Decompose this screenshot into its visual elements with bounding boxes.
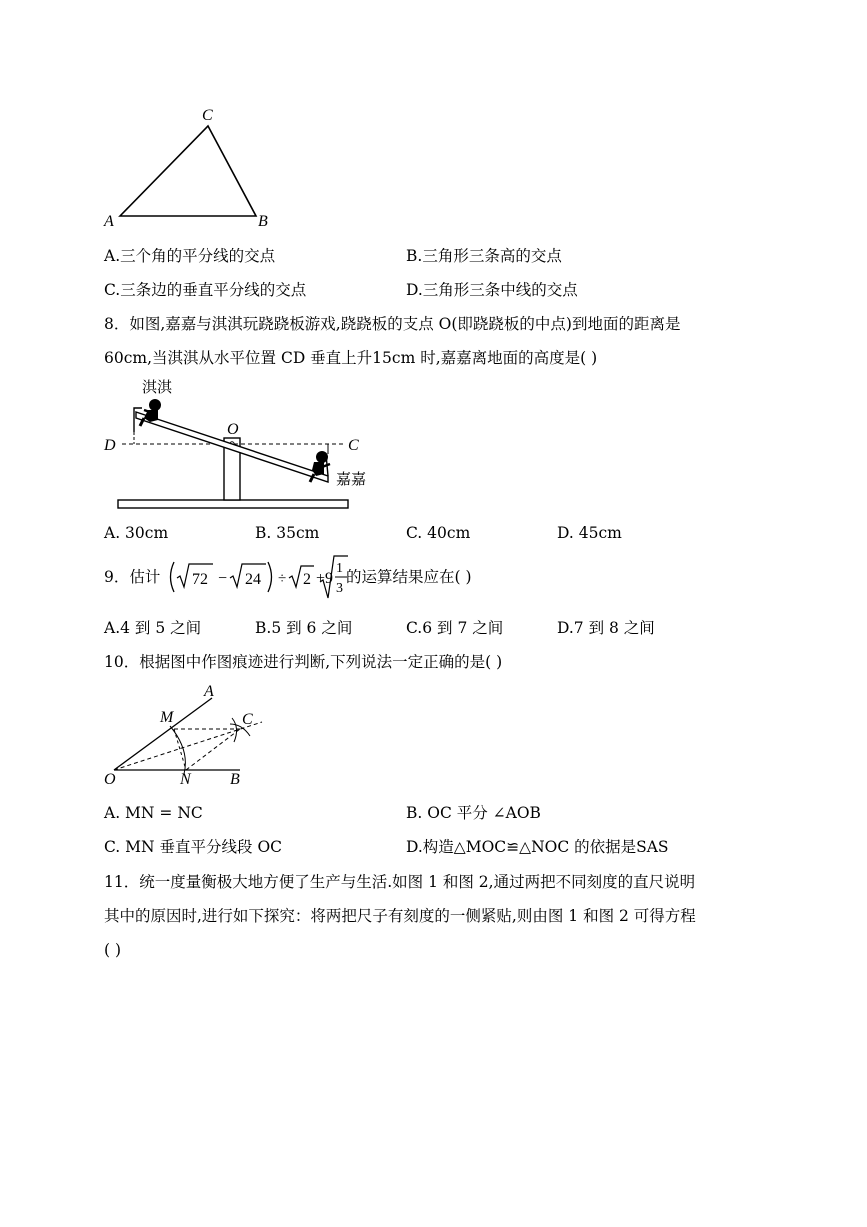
q9-option-d: D.7 到 8 之间: [557, 619, 655, 637]
svg-text:72: 72: [192, 571, 208, 588]
angle-bisector-figure: [100, 680, 280, 790]
label-o: O: [227, 421, 239, 438]
q9-suffix: 的运算结果应在( ): [346, 568, 472, 586]
label-jiajia: 嘉嘉: [336, 470, 367, 488]
label-c: C: [242, 711, 253, 728]
q11-stem-line3: ( ): [104, 941, 122, 959]
q9-option-b: B.5 到 6 之间: [255, 619, 353, 637]
q8-stem-line1: 8．如图,嘉嘉与淇淇玩跷跷板游戏,跷跷板的支点 O(即跷跷板的中点)到地面的距离是: [104, 315, 681, 333]
q8-stem-line2: 60cm,当淇淇从水平位置 CD 垂直上升15cm 时,嘉嘉离地面的高度是( ): [104, 349, 598, 367]
construction-arc: [170, 726, 185, 774]
q11-stem-line2: 其中的原因时,进行如下探究：将两把尺子有刻度的一侧紧贴,则由图 1 和图 2 可得方程: [104, 907, 696, 925]
seesaw-figure: [100, 372, 390, 517]
q11-stem-line1: 11．统一度量衡极大地方便了生产与生活.如图 1 和图 2,通过两把不同刻度的直尺说明: [104, 873, 696, 891]
label-m: M: [160, 709, 174, 726]
q10-stem: 10．根据图中作图痕迹进行判断,下列说法一定正确的是( ): [104, 653, 503, 671]
label-o: O: [104, 771, 116, 788]
svg-text:24: 24: [245, 571, 261, 588]
svg-text:3: 3: [336, 581, 343, 596]
q8-option-b: B. 35cm: [255, 524, 320, 542]
q10-option-b: B. OC 平分 ∠AOB: [406, 804, 541, 822]
q9-option-a: A.4 到 5 之间: [104, 619, 202, 637]
q7-option-d: D.三角形三条中线的交点: [406, 281, 578, 299]
label-a: A: [104, 213, 114, 230]
svg-text:2: 2: [303, 571, 311, 588]
q9-option-c: C.6 到 7 之间: [406, 619, 504, 637]
segment-nc: [186, 729, 240, 770]
q8-option-d: D. 45cm: [557, 524, 622, 542]
label-b: B: [230, 771, 240, 788]
q8-option-c: C. 40cm: [406, 524, 471, 542]
q10-option-a: A. MN = NC: [104, 804, 203, 822]
q7-option-b: B.三角形三条高的交点: [406, 247, 562, 265]
q9-prefix: 9．估计: [104, 568, 161, 586]
label-n: N: [180, 771, 191, 788]
svg-text:+9: +9: [316, 570, 334, 587]
svg-text:÷: ÷: [278, 571, 287, 587]
label-a: A: [204, 683, 214, 700]
label-d: D: [104, 437, 116, 454]
label-b: B: [258, 213, 268, 230]
q7-option-c: C.三条边的垂直平分线的交点: [104, 281, 307, 299]
q9-expression: [166, 554, 346, 604]
q8-option-a: A. 30cm: [104, 524, 169, 542]
q10-option-d: D.构造△MOC≌△NOC 的依据是SAS: [406, 838, 669, 856]
label-qiqi: 淇淇: [142, 378, 173, 396]
q7-option-a: A.三个角的平分线的交点: [104, 247, 276, 265]
q10-option-c: C. MN 垂直平分线段 OC: [104, 838, 283, 856]
label-c: C: [348, 437, 359, 454]
triangle-abc-figure: [100, 100, 280, 235]
label-c: C: [202, 107, 213, 124]
triangle-abc: [120, 126, 256, 216]
svg-text:−: −: [218, 570, 228, 587]
ground: [118, 500, 348, 508]
svg-text:1: 1: [336, 561, 343, 576]
